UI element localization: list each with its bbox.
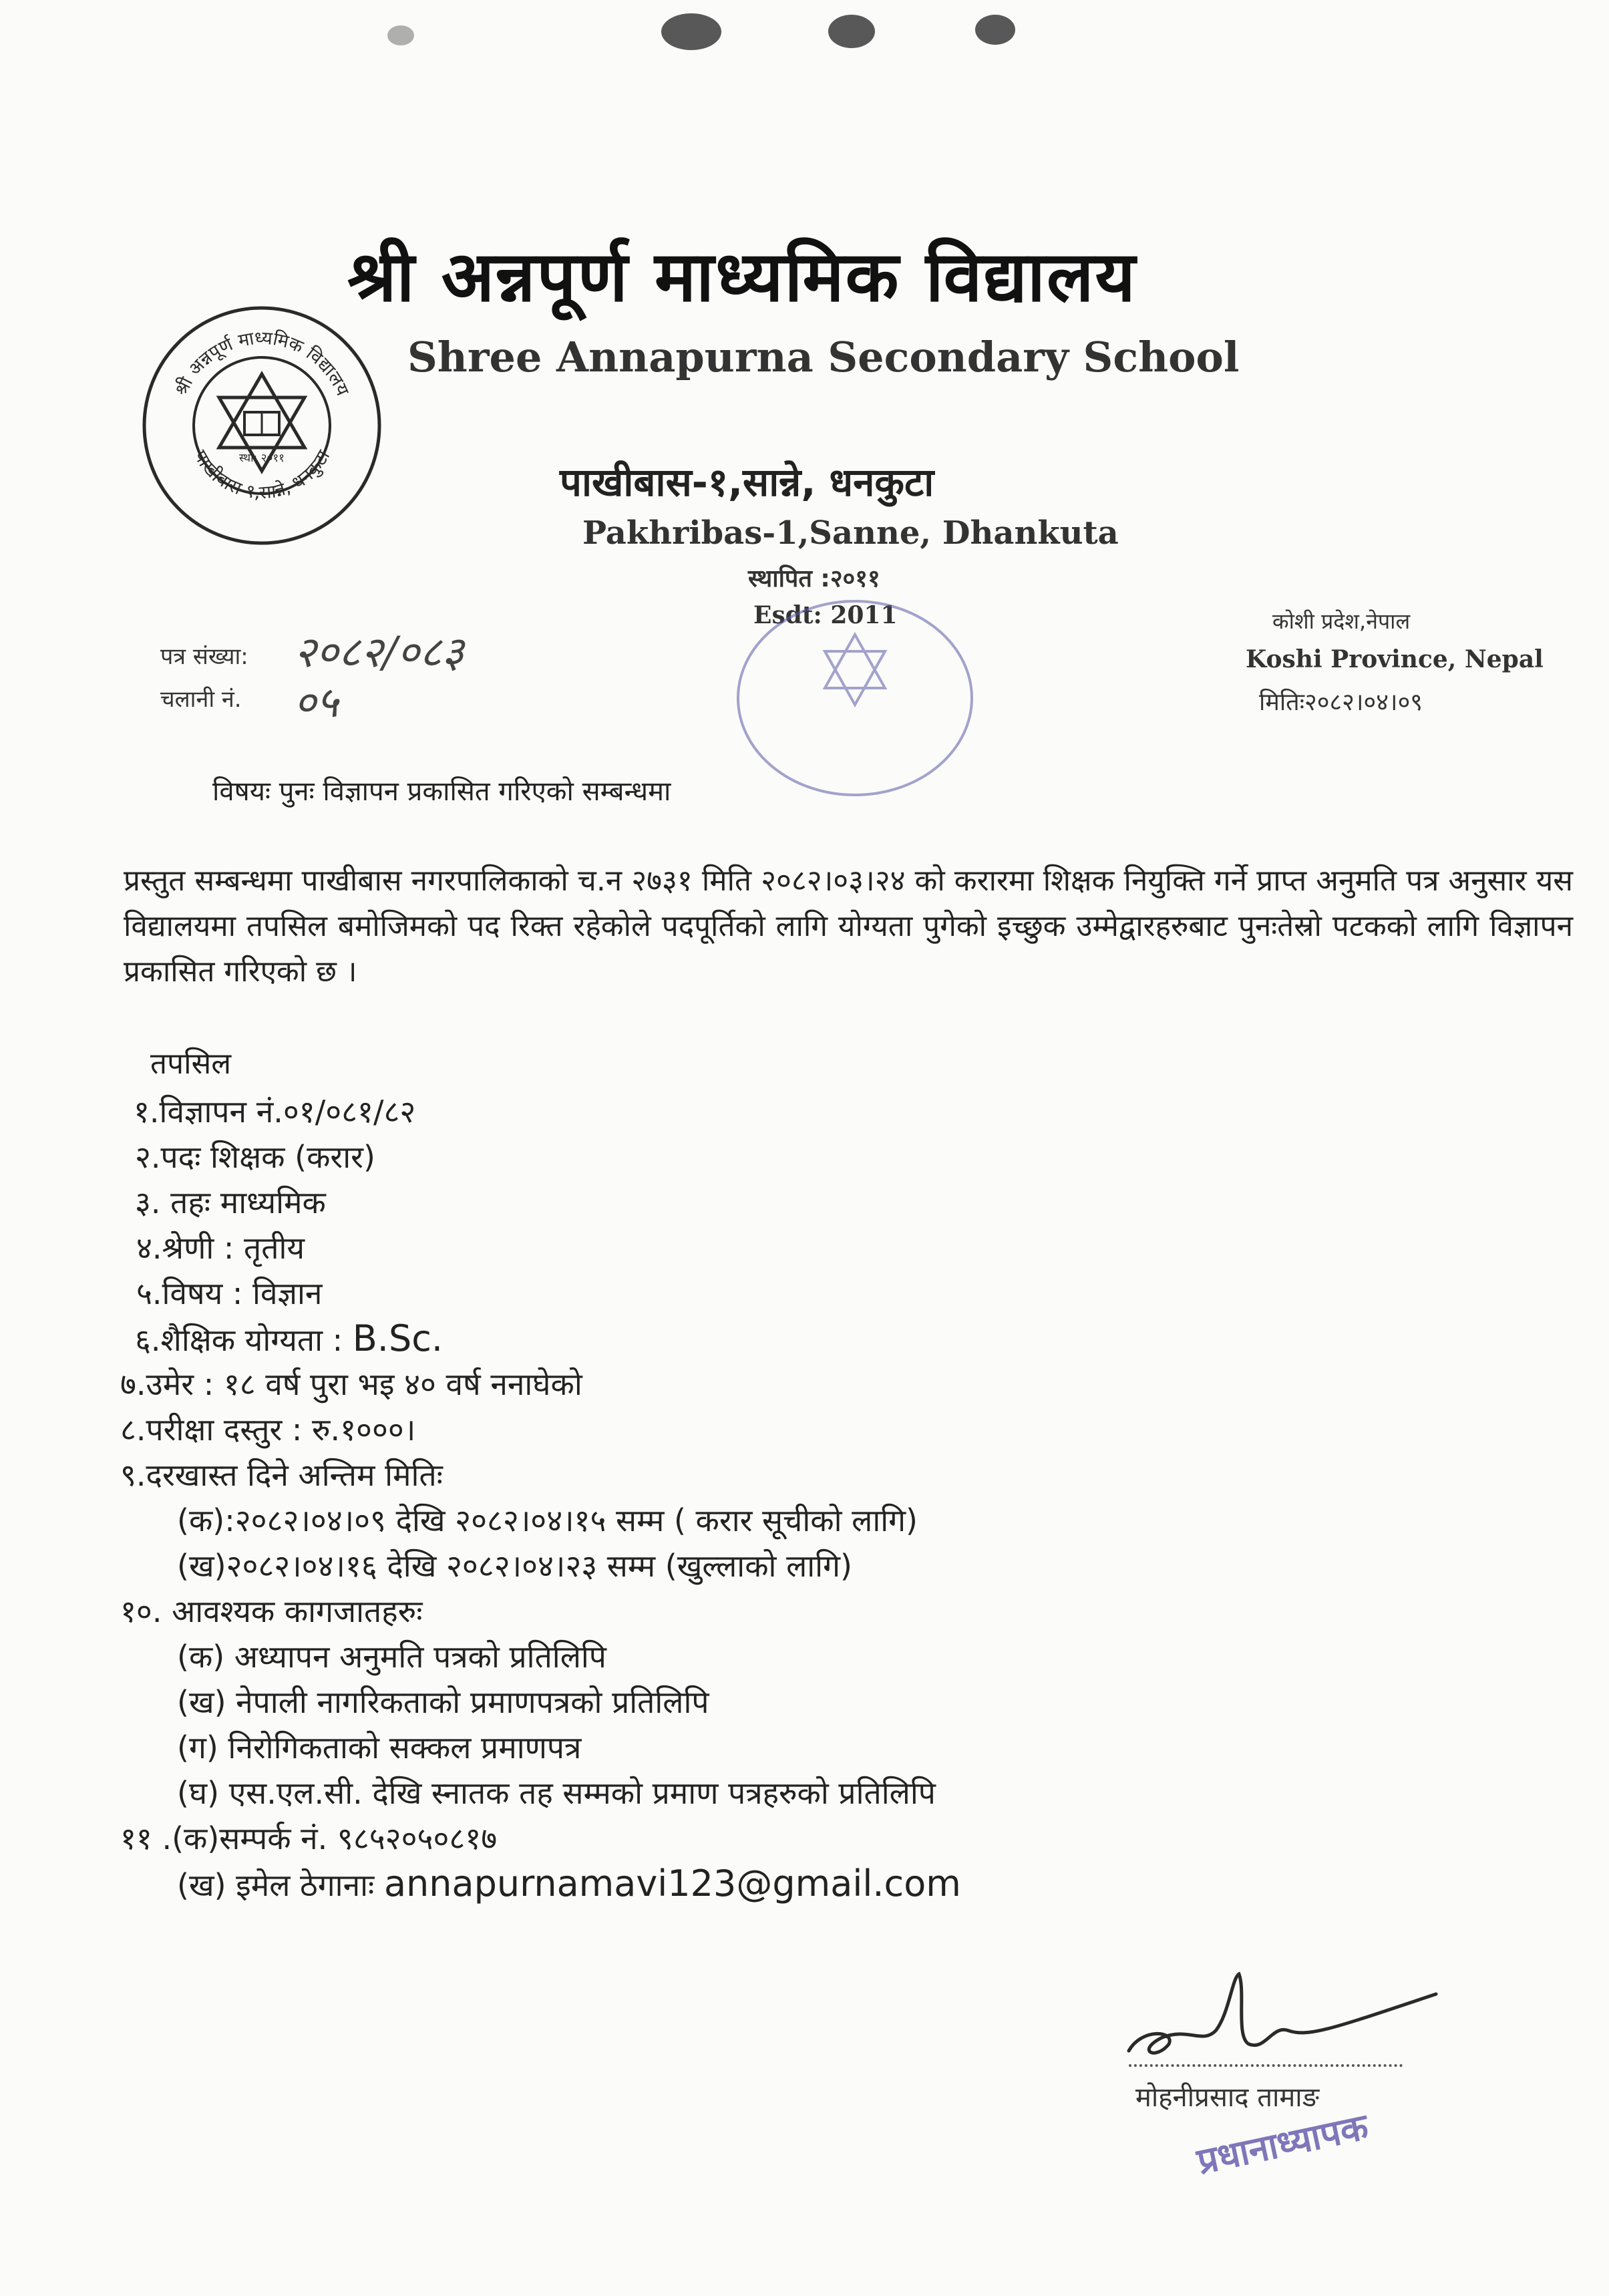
school-name-english: Shree Annapurna Secondary School bbox=[407, 333, 1240, 381]
deadline-open: (ख)२०८२।०४।१६ देखि २०८२।०४।२३ सम्म (खुल्लाको लागि) bbox=[177, 1548, 852, 1584]
signature-scribble bbox=[1115, 1964, 1449, 2078]
signatory-name: मोहनीप्रसाद तामाङ bbox=[1135, 2082, 1320, 2113]
email-row bbox=[120, 1861, 1456, 1907]
document-item: (ख) नेपाली नागरिकताको प्रमाणपत्रको प्रतिलिपि bbox=[177, 1684, 709, 1720]
contact-number: ११ .(क)सम्पर्क नं. ९८५२०५०८१७ bbox=[120, 1820, 498, 1856]
body-paragraph: प्रस्तुत सम्बन्धमा पाखीबास नगरपालिकाको च.न २७३१ मिति २०८२।०३।२४ को करारमा शिक्षक नियुक्ति गर्ने प्राप्त अनुमति पत्र अनुसार यस विद्यालयमा तपसिल बमोजिमको पद रिक्त रहेकोले पदपूर्तिको लागि योग्यता पुगेको इच्छुक उम्मेद्वारहरुबाट पुनःतेस्रो पटकको लागि विज्ञापन प्रकासित गरिएको छ । bbox=[124, 864, 1573, 989]
scan-smudge bbox=[828, 15, 875, 48]
established-english: Esdt: 2011 bbox=[753, 601, 898, 629]
letter-number-value: २०८२/०८३ bbox=[294, 628, 464, 677]
deadline-contract: (क):२०८२।०४।०९ देखि २०८२।०४।१५ सम्म ( करार सूचीको लागि) bbox=[177, 1502, 918, 1538]
scan-smudge bbox=[387, 25, 414, 45]
list-item: १.विज्ञापन नं.०१/०८१/८२ bbox=[134, 1094, 416, 1130]
designation-stamp: प्रधानाध्यापक bbox=[1193, 2105, 1372, 2183]
letter-date: मितिः२०८२।०४।०९ bbox=[1259, 689, 1423, 716]
address-english: Pakhribas-1,Sanne, Dhankuta bbox=[582, 514, 1119, 552]
dispatch-number-value: ०५ bbox=[294, 678, 339, 727]
document-item: (ग) निरोगिकताको सक्कल प्रमाणपत्र bbox=[177, 1730, 582, 1766]
fee-row: ८.परीक्षा दस्तुर : रु.१०००। bbox=[120, 1412, 416, 1448]
qualification-label: ६.शैक्षिक योग्यता : bbox=[135, 1322, 353, 1358]
scan-smudge bbox=[975, 15, 1015, 45]
qualification-row bbox=[120, 1316, 1456, 1361]
deadline-heading: ९.दरखास्त दिने अन्तिम मितिः bbox=[120, 1457, 443, 1493]
subject-line: विषयः पुनः विज्ञापन प्रकासित गरिएको सम्बन्धमा bbox=[212, 776, 671, 807]
signature-line bbox=[1129, 2064, 1403, 2067]
established-nepali: स्थापित :२०११ bbox=[748, 565, 880, 593]
list-item: ४.श्रेणी : तृतीय bbox=[136, 1230, 305, 1266]
province-nepali: कोशी प्रदेश,नेपाल bbox=[1272, 609, 1411, 634]
office-stamp bbox=[721, 588, 989, 808]
details-heading: तपसिल bbox=[150, 1047, 232, 1081]
list-item: २.पदः शिक्षक (करार) bbox=[135, 1139, 375, 1175]
document-item: (क) अध्यापन अनुमति पत्रको प्रतिलिपि bbox=[177, 1639, 606, 1675]
documents-heading: १०. आवश्यक कागजातहरुः bbox=[120, 1593, 423, 1629]
scan-smudge bbox=[661, 13, 721, 50]
province-english: Koshi Province, Nepal bbox=[1246, 645, 1544, 673]
document-item: (घ) एस.एल.सी. देखि स्नातक तह सम्मको प्रमाण पत्रहरुको प्रतिलिपि bbox=[177, 1775, 936, 1811]
qualification-value: B.Sc. bbox=[352, 1317, 443, 1359]
dispatch-number-label: चलानी नं. bbox=[160, 686, 242, 713]
letter-number-label: पत्र संख्या: bbox=[160, 643, 248, 670]
list-item: ३. तहः माध्यमिक bbox=[135, 1184, 326, 1220]
list-item: ५.विषय : विज्ञान bbox=[136, 1275, 323, 1311]
school-seal bbox=[140, 304, 384, 548]
address-nepali: पाखीबास-१,सान्ने, धनकुटा bbox=[560, 460, 934, 505]
school-name-nepali: श्री अन्नपूर्ण माध्यमिक विद्यालय bbox=[347, 236, 1137, 317]
details-list bbox=[120, 1089, 1456, 1907]
seal-text-bottom: पाखीबास-१,सान्ने, धनकुटा bbox=[189, 446, 335, 504]
seal-text-top: श्री अन्नपूर्ण माध्यमिक विद्यालय bbox=[170, 327, 353, 399]
seal-estd: स्था: २०११ bbox=[238, 452, 285, 465]
email-value[interactable]: annapurnamavi123@gmail.com bbox=[383, 1862, 961, 1905]
email-label: (ख) इमेल ठेगानाः bbox=[177, 1867, 384, 1903]
age-row: ७.उमेर : १८ वर्ष पुरा भइ ४० वर्ष ननाघेको bbox=[120, 1366, 582, 1402]
